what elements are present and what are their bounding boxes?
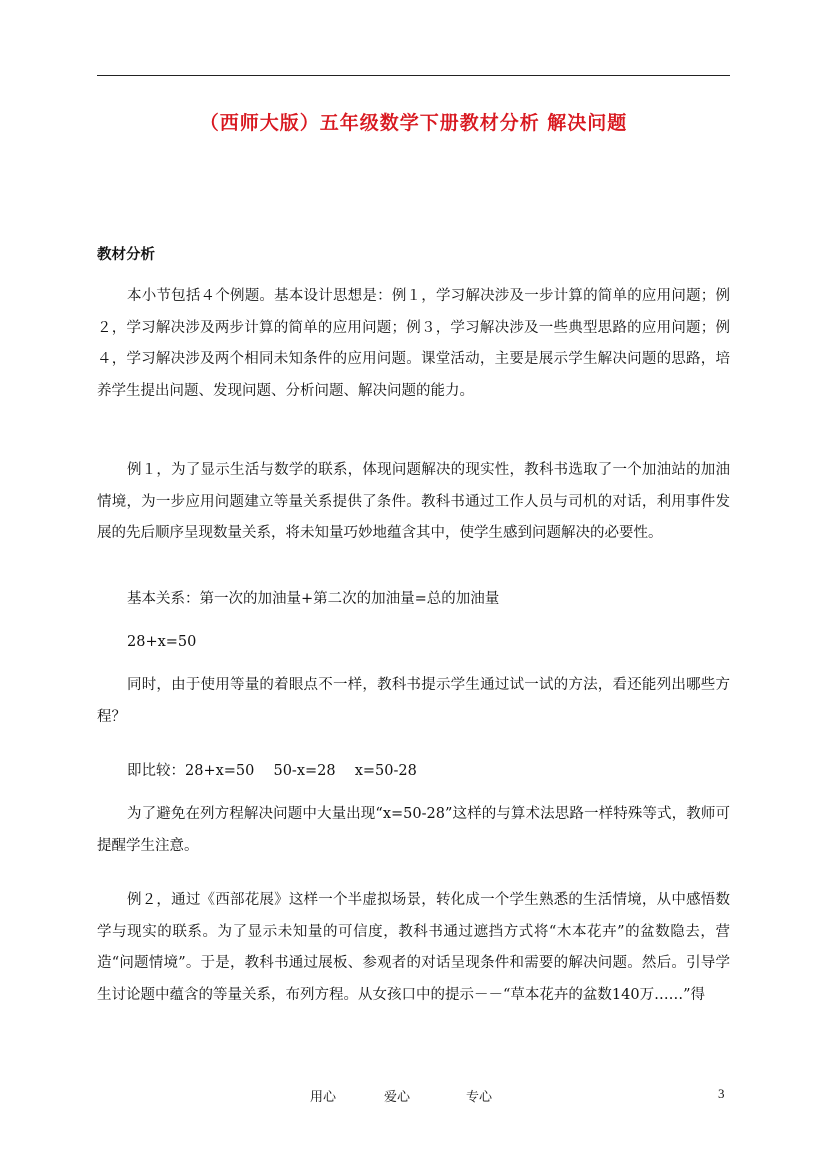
footer-left: 用心	[310, 1090, 337, 1105]
paragraph-basic-relation: 基本关系：第一次的加油量+第二次的加油量=总的加油量	[127, 591, 500, 607]
paragraph-example-1: 例１，为了显示生活与数学的联系，体现问题解决的现实性，教科书选取了一个加油站的加油情境，为一步应用问题建立等量关系提供了条件。教科书通过工作人员与司机的对话，利用事件发展的先后顺序呈现数量关系，将未知量巧妙地蕴含其中，使学生感到问题解决的必要性。	[97, 462, 730, 541]
footer-middle: 爱心	[384, 1090, 411, 1105]
paragraph-equation: 28+x=50	[127, 634, 197, 650]
paragraph-example-2: 例２，通过《西部花展》这样一个半虚拟场景，转化成一个学生熟悉的生活情境，从中感悟数学与现实的联系。为了显示未知量的可信度，教科书通过遮挡方式将“木本花卉”的盆数隐去，营造“问题情境”。于是，教科书通过展板、参观者的对话呈现条件和需要的解决问题。然后。引导学生讨论题中蕴含的等量关系，布列方程。从女孩口中的提示－－“草本花卉的盆数140万……”得	[97, 892, 730, 1003]
footer-right: 专心	[466, 1090, 493, 1105]
paragraph-note: 为了避免在列方程解决问题中大量出现“x=50-28”这样的与算术法思路一样特殊等式，教师可提醒学生注意。	[97, 806, 730, 854]
paragraph-try-it: 同时，由于使用等量的着眼点不一样，教科书提示学生通过试一试的方法，看还能列出哪些方程？	[97, 677, 730, 725]
document-title: （西师大版）五年级数学下册教材分析 解决问题	[199, 112, 628, 134]
page-number: 3	[718, 1086, 725, 1101]
section-heading: 教材分析	[97, 246, 155, 263]
paragraph-overview: 本小节包括４个例题。基本设计思想是：例１，学习解决涉及一步计算的简单的应用问题；例２，学习解决涉及两步计算的简单的应用问题；例３，学习解决涉及一些典型思路的应用问题；例４，学习解决涉及两个相同未知条件的应用问题。课堂活动，主要是展示学生解决问题的思路，培养学生提出问题、发现问题、分析问题、解决问题的能力。	[97, 288, 730, 399]
paragraph-compare: 即比较：28+x=50 50-x=28 x=50-28	[127, 763, 417, 779]
header-rule	[97, 75, 730, 76]
